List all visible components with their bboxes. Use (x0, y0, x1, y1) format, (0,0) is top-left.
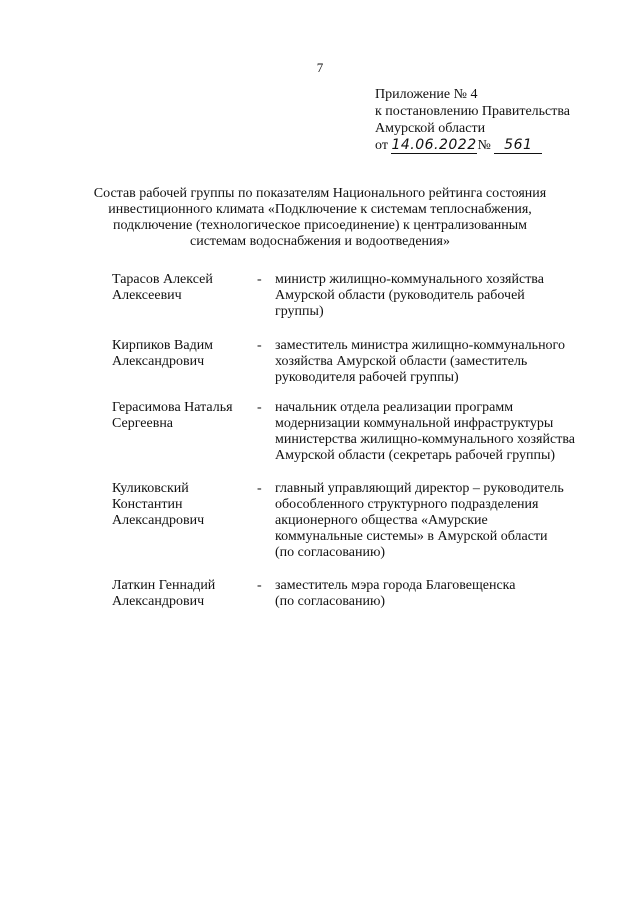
member-entry (112, 481, 602, 578)
appendix-date-line (375, 137, 570, 154)
member-role-line: акционерного общества «Амурские (275, 513, 488, 528)
member-name-line: Александрович (112, 354, 205, 369)
document-date: 14.06.2022 (391, 137, 477, 153)
heading-line: подключение (технологическое присоединение) к централизованным (112, 218, 528, 233)
member-role-line: начальник отдела реализации программ (275, 400, 514, 415)
member-role-line: коммунальные системы» в Амурской области (275, 529, 548, 544)
member-entry (112, 578, 602, 618)
document-number: 561 (494, 138, 542, 154)
member-role (275, 481, 605, 561)
member-name-line: Герасимова Наталья (112, 400, 233, 415)
number-sign: № (477, 138, 491, 153)
appendix-reference: к постановлению Правительства (375, 104, 571, 119)
member-name-line: Тарасов Алексей (112, 272, 213, 287)
members-list (112, 272, 602, 618)
member-entry (112, 400, 602, 481)
member-name-line: Александрович (112, 594, 205, 609)
member-name-line: Латкин Геннадий (112, 578, 216, 593)
heading-line: системам водоснабжения и водоотведения» (190, 234, 450, 249)
member-role (275, 400, 605, 464)
member-name-line: Кирпиков Вадим (112, 338, 214, 353)
member-name-line: Сергеевна (112, 416, 174, 431)
member-role-line: главный управляющий директор – руководитель (275, 481, 564, 496)
member-role-line: Амурской области (секретарь рабочей группы) (275, 448, 556, 463)
member-role-line: Амурской области (руководитель рабочей (275, 288, 525, 303)
member-role-line: (по согласованию) (275, 594, 386, 609)
member-name-line: Куликовский (112, 481, 189, 496)
document-heading (60, 186, 580, 250)
member-role-line: руководителя рабочей группы) (275, 370, 459, 385)
member-role-line: модернизации коммунальной инфраструктуры (275, 416, 554, 431)
member-role-line: министр жилищно-коммунального хозяйства (275, 272, 544, 287)
member-role (275, 338, 605, 386)
member-dash: - (257, 338, 262, 353)
member-name-line: Александрович (112, 513, 205, 528)
member-name-line: Алексеевич (112, 288, 182, 303)
member-name (112, 272, 252, 304)
date-prefix: от (375, 138, 388, 153)
member-role-line: группы) (275, 304, 324, 319)
member-entry (112, 272, 602, 338)
member-name (112, 338, 252, 370)
page-number: 7 (316, 60, 324, 75)
member-name (112, 400, 252, 432)
appendix-region: Амурской области (375, 121, 486, 136)
member-name (112, 578, 252, 610)
appendix-title: Приложение № 4 (375, 87, 478, 102)
member-role-line: обособленного структурного подразделения (275, 497, 539, 512)
member-role-line: хозяйства Амурской области (заместитель (275, 354, 528, 369)
member-dash: - (257, 481, 262, 496)
heading-line: инвестиционного климата «Подключение к системам теплоснабжения, (108, 202, 532, 217)
member-dash: - (257, 272, 262, 287)
member-role-line: министерства жилищно-коммунального хозяйства (275, 432, 575, 447)
appendix-block (375, 86, 570, 154)
member-name (112, 481, 252, 529)
member-role-line: заместитель мэра города Благовещенска (275, 578, 516, 593)
heading-line: Состав рабочей группы по показателям Национального рейтинга состояния (93, 186, 547, 201)
member-dash: - (257, 578, 262, 593)
member-role-line: (по согласованию) (275, 545, 386, 560)
member-entry (112, 338, 602, 400)
member-dash: - (257, 400, 262, 415)
member-role (275, 578, 605, 610)
member-role (275, 272, 605, 320)
member-role-line: заместитель министра жилищно-коммунального (275, 338, 565, 353)
member-name-line: Константин (112, 497, 183, 512)
